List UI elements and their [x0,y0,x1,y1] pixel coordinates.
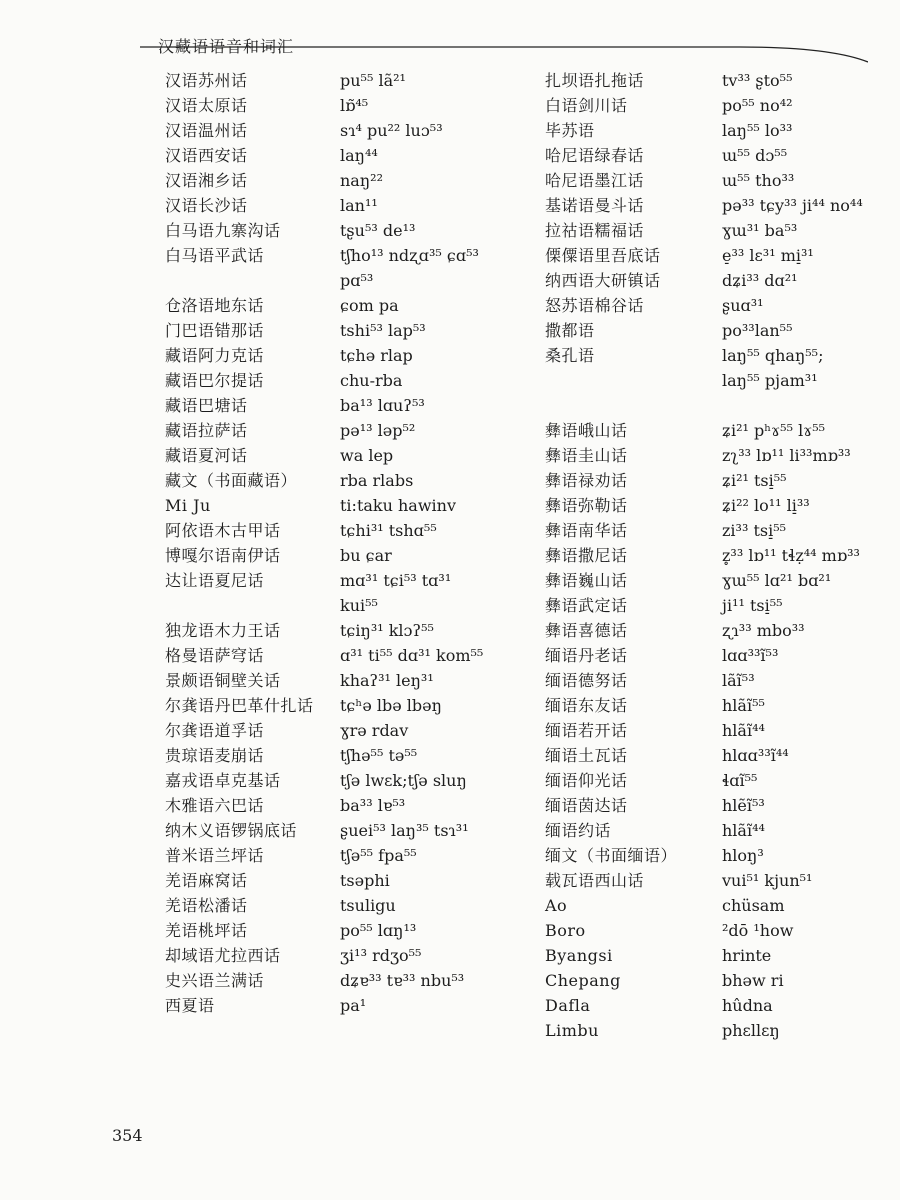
right-forms-column [722,68,863,1043]
entry-cell: 撒都语 [545,321,595,340]
entry-cell: ʂuei⁵³ laŋ³⁵ tsɿ³¹ [340,821,469,840]
entry-cell: tɕʰə lbə lbəŋ [340,696,442,715]
entry-cell: sɿ⁴ pu²² luɔ⁵³ [340,121,443,140]
entry-cell: pɑ⁵³ [340,271,374,290]
entry-cell: ɑ³¹ ti⁵⁵ dɑ³¹ kom⁵⁵ [340,646,484,665]
entry-cell: 彝语撒尼话 [545,546,628,565]
entry-cell: 白马语平武话 [165,246,265,265]
entry-cell: 基诺语曼斗话 [545,196,645,215]
entry-cell: laŋ⁵⁵ pjam³¹ [722,371,818,390]
entry-cell: po⁵⁵ no⁴² [722,96,793,115]
entry-cell: 羌语松潘话 [165,896,248,915]
entry-cell: wa lep [340,446,394,465]
entry-cell: pa¹ [340,996,367,1015]
entry-cell: Byangsi [545,946,613,965]
entry-cell: bu ɕar [340,546,392,565]
entry-cell: hlãĩ⁴⁴ [722,721,765,740]
entry-cell: 哈尼语绿春话 [545,146,645,165]
entry-cell: 景颇语铜壁关话 [165,671,281,690]
entry-cell: 藏语巴尔提话 [165,371,265,390]
entry-cell: Limbu [545,1021,599,1040]
entry-cell: 阿依语木古甲话 [165,521,281,540]
entry-cell: rba rlabs [340,471,414,490]
entry-cell: mɑ³¹ tɕi⁵³ tɑ³¹ [340,571,452,590]
entry-cell: 扎坝语扎拖话 [545,71,645,90]
entry-cell: ²dō ¹how [722,921,794,940]
entry-cell: tɕiŋ³¹ klɔʔ⁵⁵ [340,621,434,640]
entry-cell: 彝语圭山话 [545,446,628,465]
entry-cell: 纳木义语锣锅底话 [165,821,298,840]
entry-cell: 尔龚语丹巴革什扎话 [165,696,314,715]
entry-cell: lɑɑ³³ĩ⁵³ [722,646,779,665]
entry-cell: 尔龚语道孚话 [165,721,265,740]
entry-cell: tʃə⁵⁵ fpa⁵⁵ [340,846,417,865]
entry-cell: tʂu⁵³ de¹³ [340,221,416,240]
entry-cell: 缅语若开话 [545,721,628,740]
entry-cell: laŋ⁵⁵ lo³³ [722,121,793,140]
entry-cell: 缅语仰光话 [545,771,628,790]
entry-cell: 达让语夏尼话 [165,571,265,590]
entry-cell: z̥³³ lɒ¹¹ tɬẓ⁴⁴ mɒ³³ [722,546,860,565]
entry-cell: tʃə lwɛk;tʃə sluŋ [340,771,467,790]
entry-cell: 缅语德努话 [545,671,628,690]
entry-cell: 藏语拉萨话 [165,421,248,440]
entry-cell: hlãĩ⁴⁴ [722,821,765,840]
entry-cell: ɣɯ⁵⁵ lɑ²¹ bɑ²¹ [722,571,832,590]
entry-cell: chu-rba [340,371,403,390]
entry-cell: 羌语麻窝话 [165,871,248,890]
entry-cell: 汉语太原话 [165,96,248,115]
entry-cell: 拉祜语糯福话 [545,221,645,240]
left-names-column [165,68,314,1018]
entry-cell: 独龙语木力王话 [165,621,281,640]
entry-cell: hlɑɑ³³ĩ⁴⁴ [722,746,789,765]
entry-cell: 仓洛语地东话 [165,296,265,315]
entry-cell: hlãĩ⁵⁵ [722,696,765,715]
entry-cell: dʑi³³ dɑ²¹ [722,271,798,290]
entry-cell: 载瓦语西山话 [545,871,645,890]
entry-cell: tsəphi [340,871,390,890]
page-number: 354 [112,1126,143,1145]
entry-cell: ʐɿ³³ mbo³³ [722,621,805,640]
entry-cell: 毕苏语 [545,121,595,140]
entry-cell: hrinte [722,946,772,965]
entry-cell: 藏文（书面藏语） [165,471,298,490]
entry-cell: ʒi¹³ rdʒo⁵⁵ [340,946,422,965]
entry-cell: 木雅语六巴话 [165,796,265,815]
entry-cell: 缅语东友话 [545,696,628,715]
entry-cell [545,393,677,418]
right-names-column [545,68,677,1043]
entry-cell [722,393,863,418]
entry-cell: 博嘎尔语南伊话 [165,546,281,565]
entry-cell: 桑孔语 [545,346,595,365]
entry-cell: tʃho¹³ ndʐɑ³⁵ ɕɑ⁵³ [340,246,479,265]
entry-cell: tsuligu [340,896,396,915]
entry-cell: ti:taku hawinv [340,496,456,515]
entry-cell: 羌语桃坪话 [165,921,248,940]
entry-cell: po⁵⁵ lɑŋ¹³ [340,921,417,940]
entry-cell: ɯ⁵⁵ tho³³ [722,171,795,190]
entry-cell: Boro [545,921,586,940]
entry-cell: 彝语南华话 [545,521,628,540]
entry-cell: 藏语阿力克话 [165,346,265,365]
entry-cell: ba¹³ lɑuʔ⁵³ [340,396,425,415]
entry-cell: Mi Ju [165,496,211,515]
entry-cell: 西夏语 [165,996,215,1015]
entry-cell: dʑɐ³³ tɐ³³ nbu⁵³ [340,971,465,990]
entry-cell: 汉语长沙话 [165,196,248,215]
entry-cell: ɕom pa [340,296,399,315]
entry-cell: tɕhə rlap [340,346,413,365]
left-forms-column [340,68,483,1018]
entry-cell: lãĩ⁵³ [722,671,755,690]
entry-cell: ɣɯ³¹ ba⁵³ [722,221,798,240]
entry-cell: zi³³ tsi̠⁵⁵ [722,521,787,540]
entry-cell: vui⁵¹ kjun⁵¹ [722,871,813,890]
entry-cell: ba³³ lɐ⁵³ [340,796,406,815]
entry-cell: laŋ⁴⁴ [340,146,378,165]
entry-cell: 纳西语大研镇话 [545,271,661,290]
entry-cell: phɛllɛŋ [722,1021,780,1040]
entry-cell: kui⁵⁵ [340,596,378,615]
entry-cell: zʅ³³ lɒ¹¹ li³³mɒ³³ [722,446,851,465]
entry-cell: tʃhə⁵⁵ tə⁵⁵ [340,746,418,765]
entry-cell: 彝语弥勒话 [545,496,628,515]
entry-cell [545,368,677,393]
entry-cell: 缅语土瓦话 [545,746,628,765]
entry-cell: ɣrə rdav [340,721,409,740]
entry-cell: tshi⁵³ lap⁵³ [340,321,426,340]
entry-cell: hûdna [722,996,773,1015]
entry-cell: 白马语九寨沟话 [165,221,281,240]
entry-cell: 缅语茵达话 [545,796,628,815]
entry-cell [165,268,314,293]
entry-cell: chüsam [722,896,785,915]
entry-cell: 哈尼语墨江话 [545,171,645,190]
entry-cell: Chepang [545,971,621,990]
entry-cell: 汉语西安话 [165,146,248,165]
entry-cell: 彝语武定话 [545,596,628,615]
running-head: 汉藏语语音和词汇 [158,37,295,56]
entry-cell: 白语剑川话 [545,96,628,115]
entry-cell: naŋ²² [340,171,383,190]
entry-cell: 彝语喜德话 [545,621,628,640]
entry-cell: ʑi²¹ tsi̠⁵⁵ [722,471,787,490]
entry-cell: ji¹¹ tsi̠⁵⁵ [722,596,783,615]
entry-cell: 缅语丹老话 [545,646,628,665]
entry-cell: pə¹³ ləp⁵² [340,421,416,440]
entry-cell: 贵琼语麦崩话 [165,746,265,765]
entry-cell: 缅语约话 [545,821,612,840]
entry-cell: 汉语苏州话 [165,71,248,90]
entry-cell: Dafla [545,996,591,1015]
entry-cell: 藏语夏河话 [165,446,248,465]
entry-cell: pu⁵⁵ lã²¹ [340,71,406,90]
entry-cell: 彝语峨山话 [545,421,628,440]
entry-cell: 嘉戎语卓克基话 [165,771,281,790]
entry-cell: lɒ̃⁴⁵ [340,96,369,115]
entry-cell: po³³lan⁵⁵ [722,321,793,340]
header-rule [140,46,868,66]
entry-cell [165,593,314,618]
entry-cell: tv³³ ʂto⁵⁵ [722,71,793,90]
entry-cell: laŋ⁵⁵ qhaŋ⁵⁵; [722,346,824,365]
entry-cell: tɕhi³¹ tshɑ⁵⁵ [340,521,437,540]
entry-cell: ɯ⁵⁵ dɔ⁵⁵ [722,146,788,165]
entry-cell: 门巴语错那话 [165,321,265,340]
entry-cell: Ao [545,896,568,915]
entry-cell: hlẽĩ⁵³ [722,796,765,815]
entry-cell: 普米语兰坪话 [165,846,265,865]
entry-cell: ʑi²² lo¹¹ li̠³³ [722,496,810,515]
entry-cell: e̠³³ lɛ³¹ mi̠³¹ [722,246,814,265]
entry-cell: ɬɑĩ⁵⁵ [722,771,758,790]
entry-cell: 藏语巴塘话 [165,396,248,415]
entry-cell: 彝语禄劝话 [545,471,628,490]
entry-cell: ʑi²¹ pʰɤ⁵⁵ lɤ⁵⁵ [722,421,826,440]
entry-cell: hloŋ³ [722,846,764,865]
entry-cell: 汉语温州话 [165,121,248,140]
entry-cell: 傈僳语里吾底话 [545,246,661,265]
entry-cell: 缅文（书面缅语） [545,846,678,865]
entry-cell: 汉语湘乡话 [165,171,248,190]
entry-cell: 却域语尤拉西话 [165,946,281,965]
entry-cell: 史兴语兰满话 [165,971,265,990]
entry-cell: khaʔ³¹ leŋ³¹ [340,671,434,690]
entry-cell: lan¹¹ [340,196,378,215]
entry-cell: bhəw ri [722,971,784,990]
entry-cell: ʂuɑ³¹ [722,296,764,315]
entry-cell: 格曼语萨穹话 [165,646,265,665]
entry-cell: 怒苏语棉谷话 [545,296,645,315]
entry-cell: pə³³ tɕy³³ ji⁴⁴ no⁴⁴ [722,196,863,215]
entry-cell: 彝语巍山话 [545,571,628,590]
